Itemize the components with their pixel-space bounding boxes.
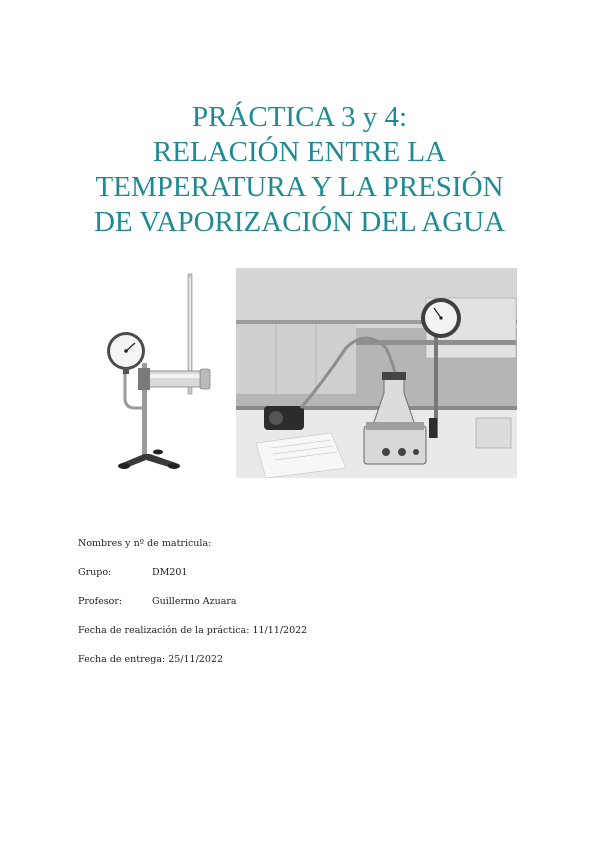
realizacion-row <box>78 625 538 654</box>
profesor-label: Profesor: <box>78 596 123 607</box>
laboratory-setup-photo <box>236 268 517 478</box>
grupo-label: Grupo: <box>78 567 112 578</box>
fecha-entrega: Fecha de entrega: 25/11/2022 <box>78 654 223 665</box>
nombres-row <box>78 538 538 567</box>
title-line-2: RELACIÓN ENTRE LA <box>152 136 447 168</box>
pressure-gauge-apparatus-photo <box>80 268 234 478</box>
title-line-4: DE VAPORIZACIÓN DEL AGUA <box>93 206 506 238</box>
nombres-label: Nombres y nº de matricula: <box>78 538 212 549</box>
profesor-row <box>78 596 538 625</box>
entrega-row <box>78 654 538 683</box>
profesor-value: Guillermo Azuara <box>152 596 237 607</box>
grupo-value: DM201 <box>152 567 188 578</box>
title-line-3: TEMPERATURA Y LA PRESIÓN <box>95 171 504 203</box>
page-title <box>0 100 599 240</box>
grupo-row <box>78 567 538 596</box>
title-line-1: PRÁCTICA 3 y 4: <box>191 101 408 133</box>
fecha-realizacion: Fecha de realización de la práctica: 11/11/2022 <box>78 625 308 636</box>
student-info <box>78 538 538 683</box>
